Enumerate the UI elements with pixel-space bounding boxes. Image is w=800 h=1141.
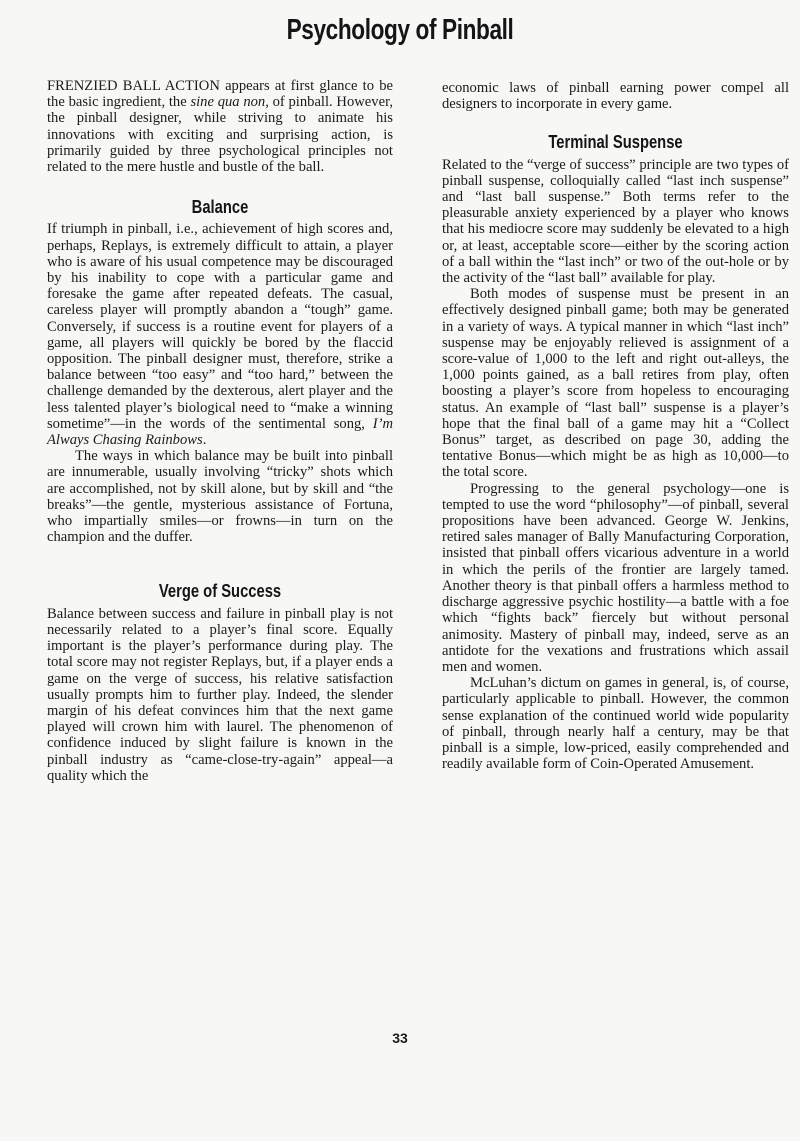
intro-rest: , of pinball. However, the pinball designer, while striving to animate his innovations with exciting and surprising action, is primarily guided by three psychological principles not related to the mere hustle and bustle of the ball. xyxy=(47,94,393,176)
balance-paragraph-1 xyxy=(47,221,393,448)
terminal-paragraph-1: Related to the “verge of success” principle are two types of pinball suspense, colloquially called “last inch suspense” and “last ball suspense.” Both terms refer to the pleasurable anxiety experienced by a player who knows that his mediocre score may suddenly be elevated to a high or, at least, acceptable score—either by the scoring action of a ball within the “last inch” or two of the out-hole or by the activity of the “last ball” available for play. xyxy=(442,156,789,287)
page-number: 33 xyxy=(392,1030,408,1046)
heading-terminal-suspense: Terminal Suspense xyxy=(548,132,683,153)
intro-paragraph xyxy=(47,78,393,175)
balance-p1-end: . xyxy=(202,432,207,449)
balance-paragraph-2: The ways in which balance may be built into pinball are innumerable, usually involving “tricky” shots which are accomplished, not by skill alone, but by skill and “the breaks”—the gentle, mysterious assistance of Fortuna, who impartially smiles—or frowns—in turn on the champion and the duffer. xyxy=(47,448,393,546)
balance-song-title: I’m Always Chasing Rainbows xyxy=(47,415,393,449)
page-title: Psychology of Pinball xyxy=(286,14,514,46)
intro-lead: FRENZIED BALL ACTION appears at first glance to be the basic ingredient, the xyxy=(47,78,393,111)
right-column xyxy=(442,80,789,772)
heading-verge-of-success: Verge of Success xyxy=(158,581,282,602)
verge-paragraph-1: Balance between success and failure in pinball play is not necessarily related to a player’s final score. Equally important is the player’s performance during play. The total score may not register Replays, but, if a player ends a game on the verge of success, his relative satisfaction usually prompts him to further play. Indeed, the slender margin of his defeat convinces him that the next game played will crown him with laurel. The phenomenon of confidence induced by slight failure is known in the pinball industry as “came-close-try-again” appeal—a quality which the xyxy=(47,605,393,784)
terminal-paragraph-2: Both modes of suspense must be present in an effectively designed pinball game; both may be generated in a variety of ways. A typical manner in which “last inch” suspense may be enjoyably relieved is assignment of a score-value of 1,000 to the left and right out-alleys, the 1,000 points gained, as a ball retires from play, often boosting a player’s score from hopeless to encouraging status. An example of “last ball” suspense is a player’s hope that the final ball of a game may hit a “Collect Bonus” target, as described on page 30, adding the tentative Bonus—which might be as high as 10,000—to the total score. xyxy=(442,286,789,481)
intro-italic: sine qua non xyxy=(190,94,266,111)
terminal-paragraph-3: Progressing to the general psychology—one is tempted to use the word “philosophy”—of pinball, several propositions have been advanced. George W. Jenkins, retired sales manager of Bally Manufacturing Corporation, insisted that pinball offers vicarious adventure in a world in which the perils of the frontier are largely tamed. Another theory is that pinball offers a harmless method to discharge aggressive psychic hostility—a battle with a foe which “fights back” fiercely but without personal animosity. Mastery of pinball may, indeed, serve as an antidote for the vexations and frustrations which assail men and women. xyxy=(442,480,789,675)
continuation-paragraph: economic laws of pinball earning power compel all designers to incorporate in every game. xyxy=(442,80,789,113)
heading-balance: Balance xyxy=(191,197,249,218)
left-column xyxy=(47,78,393,784)
balance-p1-text: If triumph in pinball, i.e., achievement of high scores and, perhaps, Replays, is extremely difficult to attain, a player who is aware of his usual competence may be discouraged by his inability to cope with a particular game and foresake the game after repeated defeats. The casual, careless player will promptly abandon a “tough” game. Conversely, if success is a routine event for players of a game, all players will quickly be bored by the flaccid opposition. The pinball designer must, therefore, strike a balance between “too easy” and “too hard,” between the challenge demanded by the dexterous, alert player and the less talented player’s biological need to “make a winning sometime”—in the words of the sentimental song, xyxy=(47,221,393,432)
terminal-paragraph-4: McLuhan’s dictum on games in general, is, of course, particularly applicable to pinball. However, the common sense explanation of the continued world wide popularity of pinball, through nearly half a century, may be that pinball is a simple, low-priced, easily comprehended and readily available form of Coin-Operated Amusement. xyxy=(442,675,789,773)
